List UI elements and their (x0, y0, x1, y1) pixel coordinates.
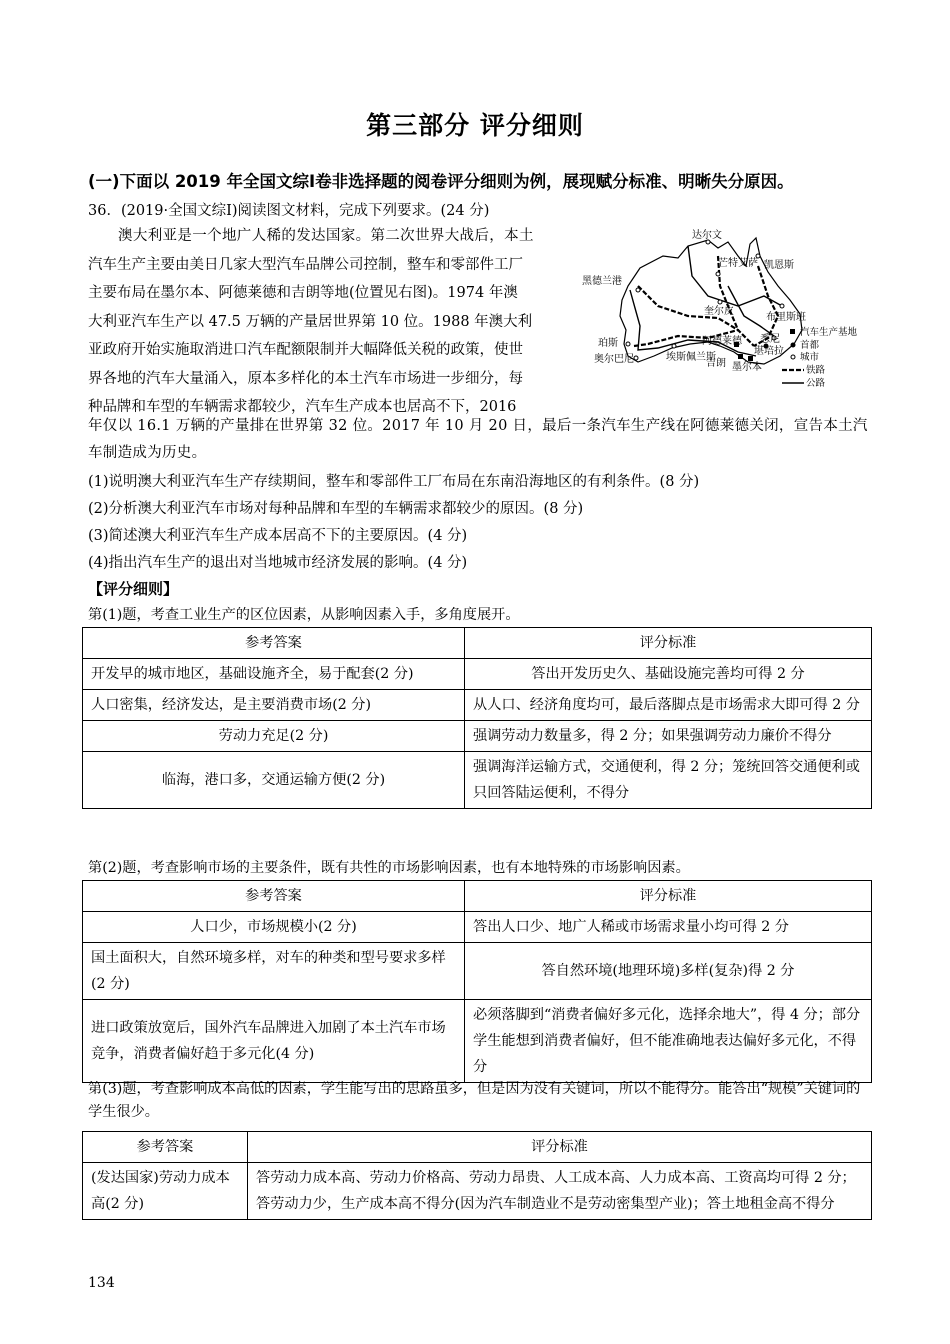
map-label: 奎尔皮 (704, 306, 734, 317)
map-label: 达尔文 (692, 230, 722, 241)
map-label: 奥尔巴尼 (594, 354, 634, 365)
map-label: 凯恩斯 (764, 260, 794, 271)
table-header: 参考答案 (83, 628, 465, 659)
criteria-cell: 答出人口少、地广人稀或市场需求量小均可得 2 分 (465, 912, 872, 943)
legend-capital-icon (791, 343, 796, 348)
legend-production-icon (790, 329, 795, 334)
map-label: 堪培拉 (754, 346, 784, 357)
table-row (83, 659, 872, 690)
passage-line: 亚政府开始实施取消进口汽车配额限制并大幅降低关税的政策，使世 (88, 342, 523, 358)
legend-item: 汽车生产基地 (800, 327, 858, 338)
criteria-cell: 强调劳动力数量多，得 2 分；如果强调劳动力廉价不得分 (465, 721, 872, 752)
part3-table (82, 1131, 872, 1220)
legend-item: 公路 (806, 378, 826, 389)
answer-cell: 人口密集，经济发达，是主要消费市场(2 分) (83, 690, 465, 721)
question-heading: 36．(2019·全国文综Ⅰ)阅读图文材料，完成下列要求。(24 分) (88, 203, 490, 219)
part1-intro: 第(1)题，考查工业生产的区位因素，从影响因素入手，多角度展开。 (88, 607, 520, 623)
criteria-cell: 答劳动力成本高、劳动力价格高、劳动力昂贵、人工成本高、人力成本高、工资高均可得 2 分；答劳动力少，生产成本高不得分(因为汽车制造业不是劳动密集型产业)；答土地租金高不得分 (248, 1163, 872, 1220)
city-marker (672, 344, 676, 348)
production-base-marker (748, 356, 753, 361)
table-row (83, 912, 872, 943)
criteria-cell: 答出开发历史久、基础设施完善均可得 2 分 (465, 659, 872, 690)
map-label: 布里斯班 (766, 312, 806, 323)
table-row (83, 721, 872, 752)
australia-map (568, 226, 868, 398)
sub-question-3: (3)简述澳大利亚汽车生产成本居高不下的主要原因。(4 分) (88, 528, 468, 544)
part1-table (82, 627, 872, 809)
map-label: 吉朗 (706, 358, 726, 369)
table-header-row (83, 881, 872, 912)
answer-cell: 劳动力充足(2 分) (83, 721, 465, 752)
sub-question-1: (1)说明澳大利亚汽车生产存续期间，整车和零部件工厂布局在东南沿海地区的有利条件。(8 分) (88, 474, 700, 490)
map-label: 埃斯佩兰斯 (666, 352, 716, 363)
table-header-row (83, 1132, 872, 1163)
criteria-cell: 强调海洋运输方式，交通便利，得 2 分；笼统回答交通便利或只回答陆运便利，不得分 (465, 752, 872, 809)
table-header: 评分标准 (248, 1132, 872, 1163)
answer-cell: (发达国家)劳动力成本高(2 分) (83, 1163, 248, 1220)
table-row (83, 943, 872, 1000)
passage (88, 222, 558, 422)
city-marker (634, 356, 638, 360)
passage-line: 汽车生产主要由美日几家大型汽车品牌公司控制，整车和零部件工厂 (88, 256, 523, 273)
criteria-cell: 必须落脚到“消费者偏好多元化，选择余地大”，得 4 分；部分学生能想到消费者偏好，但不能准确地表达偏好多元化，不得分 (465, 1000, 872, 1083)
production-base-marker (738, 354, 743, 359)
legend-item: 城市 (800, 352, 820, 363)
table-row (83, 1163, 872, 1220)
page-number: 134 (88, 1275, 115, 1291)
map-label: 芒特艾萨 (718, 258, 758, 269)
passage-line: 种品牌和车型的车辆需求都较少，汽车生产成本也居高不下，2016 (88, 399, 517, 415)
passage-continuation: 年仅以 16.1 万辆的产量排在世界第 32 位。2017 年 10 月 20 日，最后一条汽车生产线在阿德莱德关闭，宣告本土汽车制造成为历史。 (88, 418, 868, 461)
city-marker (718, 300, 722, 304)
map-legend (782, 326, 858, 389)
city-marker (626, 342, 630, 346)
legend-city-icon (791, 355, 795, 359)
criteria-cell: 答自然环境(地理环境)多样(复杂)得 2 分 (465, 943, 872, 1000)
table-header: 评分标准 (465, 881, 872, 912)
map-label: 阿德莱德 (702, 336, 742, 347)
passage-line: 主要布局在墨尔本、阿德莱德和吉朗等地(位置见右图)。1974 年澳 (88, 285, 518, 301)
city-marker (780, 304, 784, 308)
table-header: 参考答案 (83, 881, 465, 912)
answer-cell: 临海，港口多，交通运输方便(2 分) (83, 752, 465, 809)
part2-intro: 第(2)题，考查影响市场的主要条件，既有共性的市场影响因素，也有本地特殊的市场影响因素。 (88, 860, 690, 876)
legend-item: 铁路 (806, 365, 826, 376)
map-label: 珀斯 (598, 338, 618, 349)
table-header: 参考答案 (83, 1132, 248, 1163)
section-label: 【评分细则】 (88, 580, 179, 598)
page-title: 第三部分 评分细则 (366, 111, 584, 140)
table-row (83, 690, 872, 721)
table-header: 评分标准 (465, 628, 872, 659)
part2-table (82, 880, 872, 1083)
city-marker (636, 288, 640, 292)
map-label: 墨尔本 (732, 362, 762, 373)
passage-line: 界各地的汽车大量涌入，原本多样化的本土汽车市场进一步细分，每 (88, 370, 523, 387)
legend-item: 首都 (800, 340, 820, 351)
sub-question-4: (4)指出汽车生产的退出对当地城市经济发展的影响。(4 分) (88, 555, 468, 571)
part3-intro: 第(3)题，考查影响成本高低的因素，学生能写出的思路虽多，但是因为没有关键词，所以不能得分。能答出“规模”关键词的学生很少。 (88, 1081, 861, 1120)
criteria-cell: 从人口、经济角度均可，最后落脚点是市场需求大即可得 2 分 (465, 690, 872, 721)
table-header-row (83, 628, 872, 659)
passage-line: 澳大利亚是一个地广人稀的发达国家。第二次世界大战后，本土 (118, 228, 534, 244)
answer-cell: 国土面积大，自然环境多样，对车的种类和型号要求多样(2 分) (83, 943, 465, 1000)
sub-question-2: (2)分析澳大利亚汽车市场对每种品牌和车型的车辆需求都较少的原因。(8 分) (88, 501, 584, 517)
map-label: 黑德兰港 (582, 276, 622, 287)
answer-cell: 进口政策放宽后，国外汽车品牌进入加剧了本土汽车市场竞争，消费者偏好趋于多元化(4 分) (83, 1000, 465, 1083)
table-row (83, 752, 872, 809)
lead-statement: (一)下面以 2019 年全国文综Ⅰ卷非选择题的阅卷评分细则为例，展现赋分标准、明晰失分原因。 (88, 172, 794, 191)
answer-cell: 人口少，市场规模小(2 分) (83, 912, 465, 943)
map-label: 悉尼 (760, 334, 780, 345)
table-row (83, 1000, 872, 1083)
passage-line: 大利亚汽车生产以 47.5 万辆的产量居世界第 10 位。1988 年澳大利 (88, 313, 533, 330)
city-marker (716, 272, 720, 276)
answer-cell: 开发早的城市地区，基础设施齐全，易于配套(2 分) (83, 659, 465, 690)
